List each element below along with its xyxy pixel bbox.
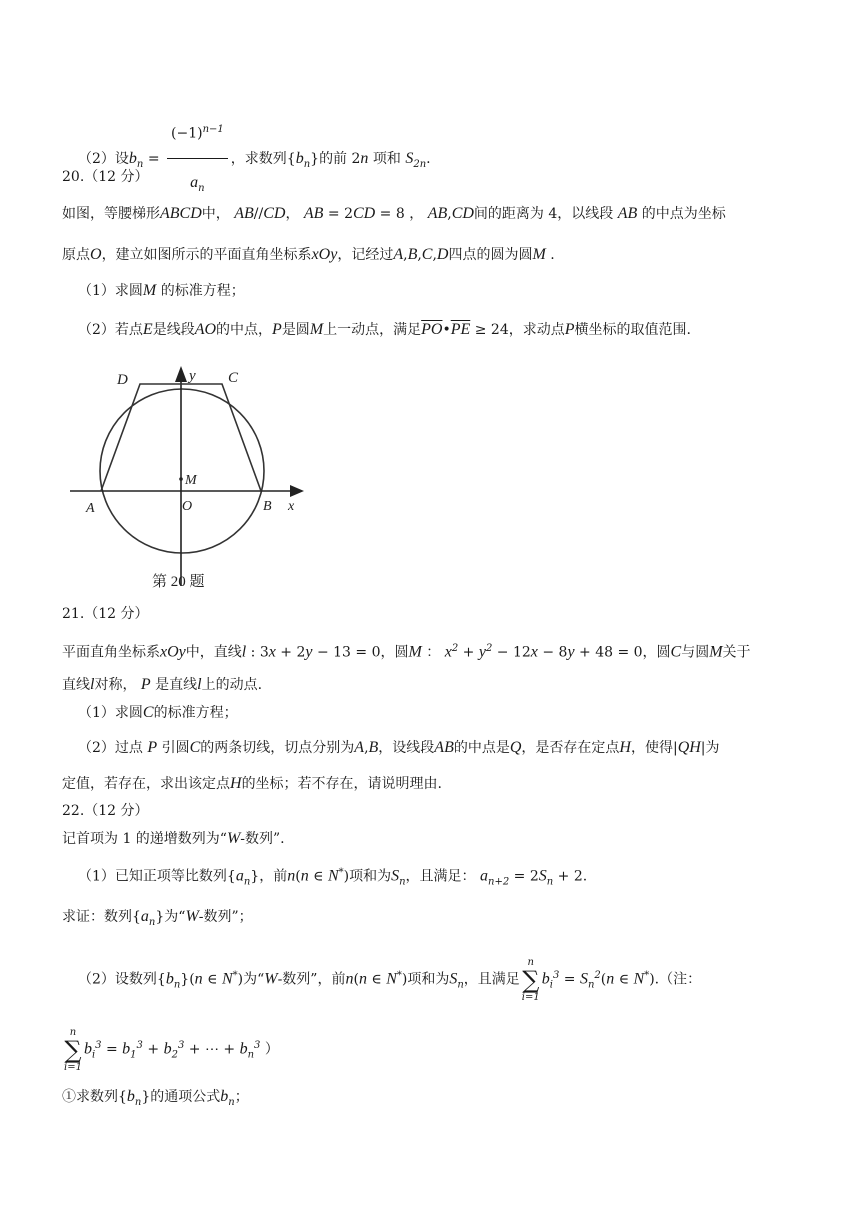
q22-header: 22.（12 分） (62, 803, 149, 819)
q22-sub1: ①求数列$\{b_n\}$的通项公式$b_n$； (62, 1088, 249, 1108)
label-m: M (185, 473, 197, 488)
q22-note: n ∑ i=1 $b_i^3 = b_1^3 + b_2^3$ + ⋯ + $b_n^3$ ） (64, 1026, 279, 1073)
q20-part1: （1）求圆M 的标准方程； (78, 282, 245, 299)
q20-header: 20.（12 分） (62, 169, 149, 185)
q20-figure (68, 360, 316, 594)
label-o: O (182, 499, 193, 514)
q22-part1: （1）已知正项等比数列$\{a_n\}$，前n(n ∈ N*)项和为$S_n$，且满足： $a_{n+2} = 2S_n + 2$. (78, 867, 588, 888)
q22-proof: 求证：数列$\{a_n\}$为“W-数列”； (62, 908, 253, 928)
q22-def: 记首项为 1 的递增数列为“W-数列”. (62, 830, 285, 847)
label-d: D (117, 372, 128, 388)
fraction: $\frac{(-1)^{n-1}}{a_n}$ (167, 108, 228, 210)
figure-caption: 第 20 题 (152, 574, 205, 590)
circle-m (100, 389, 264, 553)
q21-part1: （1）求圆C的标准方程； (78, 704, 238, 721)
q20-line1: 如图，等腰梯形ABCD中， AB//CD， AB = 2CD = 8 ， AB,CD间的距离为 4，以线段 AB 的中点为坐标 (62, 205, 726, 222)
q20-part2: （2）若点E是线段AO的中点，P是圆M上一动点，满足$\overline{PO}•\overline{PE} \ge 24$，求动点P横坐标的取值范围. (78, 321, 691, 338)
y-axis-arrow (175, 366, 187, 382)
q21-part2: （2）过点 P 引圆C的两条切线，切点分别为A,B，设线段AB的中点是Q，是否存在定点H，使得|QH|为 (78, 739, 720, 756)
label-a: A (86, 501, 95, 516)
q19-part2: （2）设$b_n$ = $\frac{(-1)^{n-1}}{a_n}$ ，求数列$\{b_n\}$的前 2n 项和 $S_{2n}$. (78, 108, 798, 210)
label-y: y (189, 368, 196, 384)
x-axis-arrow (290, 485, 304, 497)
label-c: C (228, 370, 239, 386)
q21-header: 21.（12 分） (62, 606, 149, 622)
label-x: x (288, 499, 295, 514)
q21-line1: 平面直角坐标系xOy中，直线l : 3x + 2y − 13 = 0，圆M ： $x^2 + y^2 - 12x - 8y + 48 = 0$，圆C与圆M关于 (62, 643, 751, 661)
q21-line-last: 定值，若存在，求出该定点H的坐标；若不存在，请说明理由. (62, 775, 443, 792)
q21-line2: 直线l对称， P 是直线l上的动点. (62, 676, 263, 693)
label-b: B (263, 499, 272, 514)
point-m (179, 477, 183, 481)
q22-part2: （2）设数列$\{b_n\}(n$ ∈ N*)为“W-数列”，前n(n ∈ N*)项和为$S_n$，且满足 n ∑ i=1 $b_i^3 = S_n^2(n$ ∈ N*).（注： (78, 956, 702, 1003)
q20-line2: 原点O，建立如图所示的平面直角坐标系xOy，记经过A,B,C,D四点的圆为圆M . (62, 246, 555, 263)
